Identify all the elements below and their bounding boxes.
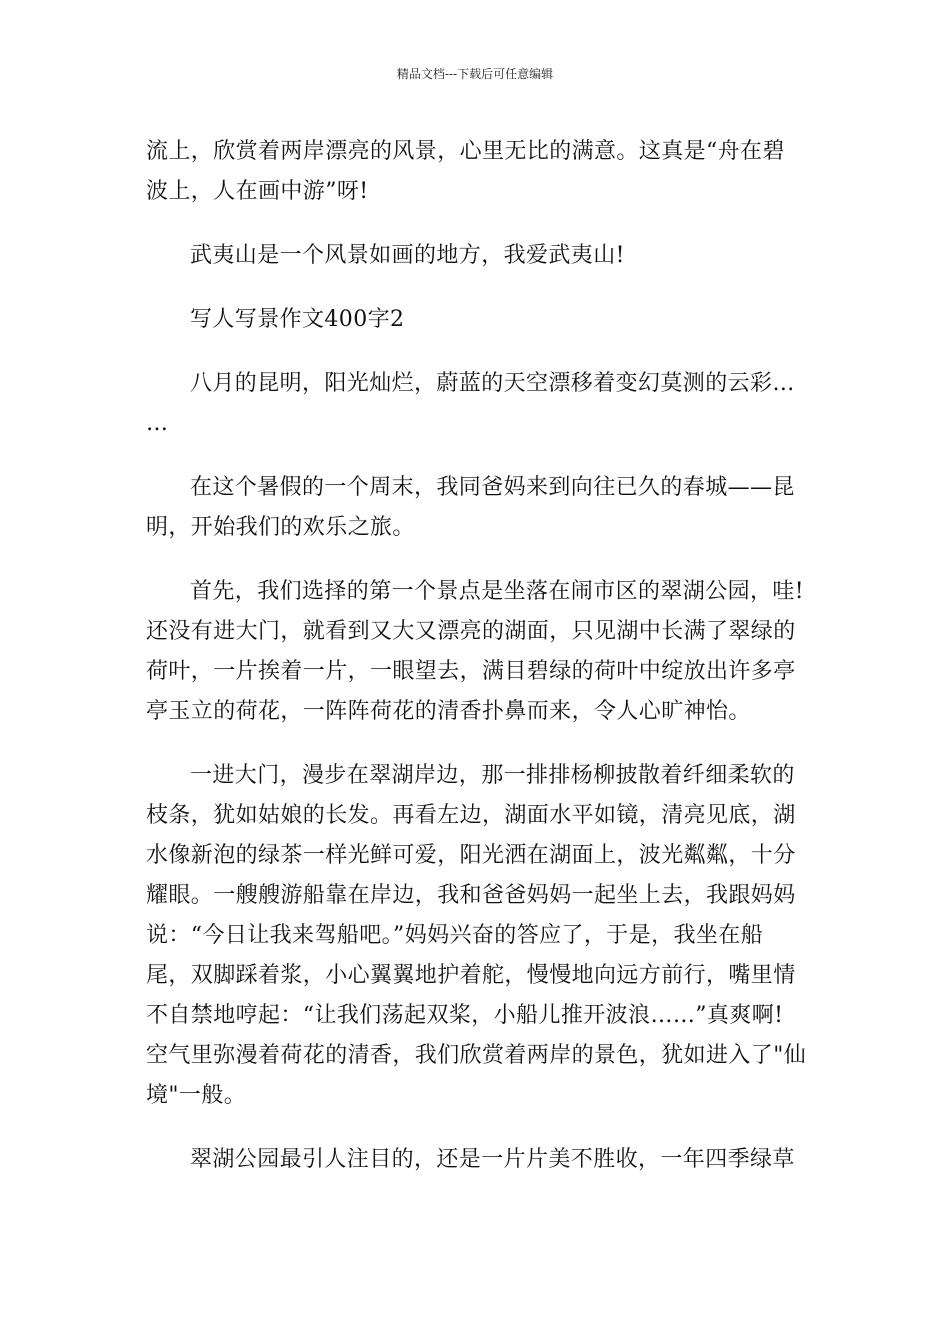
paragraph-line: 在这个暑假的一个周末，我同爸妈来到向往已久的春城——昆 (190, 475, 795, 500)
paragraph-line: 一进大门，漫步在翠湖岸边，那一排排杨柳披散着纤细柔软的 (190, 763, 795, 788)
text-line: 还没有进大门，就看到又大又漂亮的湖面，只见湖中长满了翠绿的 (146, 619, 796, 644)
article-body (146, 132, 806, 1180)
paragraph-line: 八月的昆明，阳光灿烂，蔚蓝的天空漂移着变幻莫测的云彩… (190, 371, 795, 396)
text-line: … (146, 411, 169, 436)
text-line: 亭玉立的荷花，一阵阵荷花的清香扑鼻而来，令人心旷神怡。 (146, 699, 751, 724)
paragraph-line: 武夷山是一个风景如画的地方，我爱武夷山! (190, 243, 625, 268)
paragraph-line: 首先，我们选择的第一个景点是坐落在闹市区的翠湖公园，哇! (190, 579, 805, 604)
text-line: 尾，双脚踩着浆，小心翼翼地护着舵，慢慢地向远方前行，嘴里情 (146, 963, 796, 988)
text-line: 流上，欣赏着两岸漂亮的风景，心里无比的满意。这真是“舟在碧 (146, 139, 785, 164)
text-line: 境"一般。 (146, 1083, 247, 1108)
text-line: 说：“今日让我来驾船吧。”妈妈兴奋的答应了，于是，我坐在船 (146, 923, 764, 948)
text-line: 波上，人在画中游”呀! (146, 179, 369, 204)
text-line: 耀眼。一艘艘游船靠在岸边，我和爸爸妈妈一起坐上去，我跟妈妈 (146, 883, 796, 908)
text-line: 明，开始我们的欢乐之旅。 (146, 515, 415, 540)
text-line: 空气里弥漫着荷花的清香，我们欣赏着两岸的景色，犹如进入了"仙 (146, 1043, 807, 1068)
page-header: 精品文档---下载后可任意编辑 (396, 67, 554, 81)
text-line: 荷叶，一片挨着一片，一眼望去，满目碧绿的荷叶中绽放出许多亭 (146, 659, 796, 684)
section-title: 写人写景作文400字2 (190, 307, 405, 332)
text-line: 枝条，犹如姑娘的长发。再看左边，湖面水平如镜，清亮见底，湖 (146, 803, 796, 828)
text-line: 水像新泡的绿茶一样光鲜可爱，阳光洒在湖面上，波光粼粼，十分 (146, 843, 796, 868)
paragraph-line: 翠湖公园最引人注目的，还是一片片美不胜收，一年四季绿草 (190, 1147, 795, 1172)
text-line: 不自禁地哼起：“让我们荡起双桨，小船儿推开波浪……”真爽啊! (146, 1003, 784, 1028)
